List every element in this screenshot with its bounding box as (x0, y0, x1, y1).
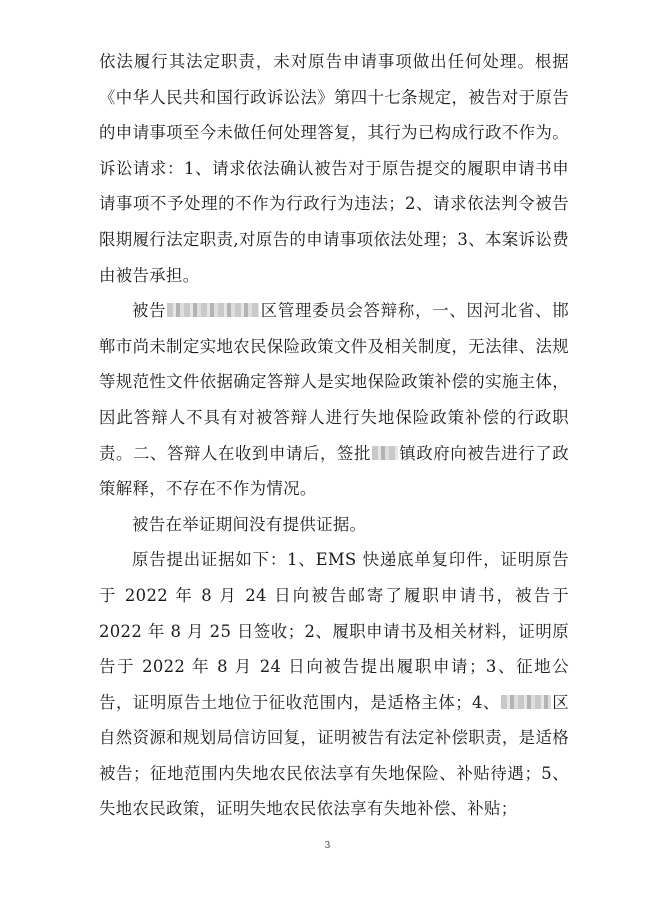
paragraph-2-text-a: 被告 (132, 301, 167, 321)
paragraph-4-text-b: 区自然资源和规划局信访回复，证明被告有法定补偿职责，是适格被告；征地范围内失地农民依法享有失地保险、补贴待遇；5、失地农民政策，证明失地农民依法享有失地补偿、补贴； (99, 692, 569, 819)
paragraph-1 (99, 44, 569, 293)
page-number: 3 (324, 841, 331, 851)
paragraph-1-text: 依法履行其法定职责，未对原告申请事项做出任何处理。根据《中华人民共和国行政诉讼法》第四十七条规定，被告对于原告的申请事项至今未做任何处理答复，其行为已构成行政不作为。诉讼请求：1、请求依法确认被告对于原告提交的履职申请书申请事项不予处理的不作为行政行为违法；2、请求依法判令被告限期履行法定职责,对原告的申请事项依法处理；3、本案诉讼费由被告承担。 (99, 52, 569, 285)
paragraph-3-text: 被告在举证期间没有提供证据。 (132, 514, 367, 534)
redacted-name-block (372, 446, 398, 460)
paragraph-2-text-c: 镇政府向被告进行了政策解释，不存在不作为情况。 (99, 443, 569, 499)
paragraph-4 (99, 542, 569, 827)
redacted-name-block (167, 303, 259, 317)
paragraph-4-text-a: 原告提出证据如下：1、EMS 快递底单复印件，证明原告于 2022 年 8 月 24 日向被告邮寄了履职申请书，被告于 2022 年 8 月 25 日签收；2、履职申请书及相关材料，证明原告于 2022 年 8 月 24 日向被告提出履职申请；3、征地公告，证明原告土地位于征收范围内，是适格主体；4、 (99, 550, 569, 712)
redacted-name-block (501, 695, 551, 709)
paragraph-3 (99, 507, 569, 543)
document-body (99, 44, 569, 827)
paragraph-2 (99, 293, 569, 507)
paragraph-2-text-b: 区管理委员会答辩称，一、因河北省、邯郸市尚未制定实地农民保险政策文件及相关制度，无法律、法规等规范性文件依据确定答辩人是实地保险政策补偿的实施主体，因此答辩人不具有对被答辩人进行失地保险政策补偿的行政职责。二、答辩人在收到申请后，签批 (99, 301, 569, 463)
